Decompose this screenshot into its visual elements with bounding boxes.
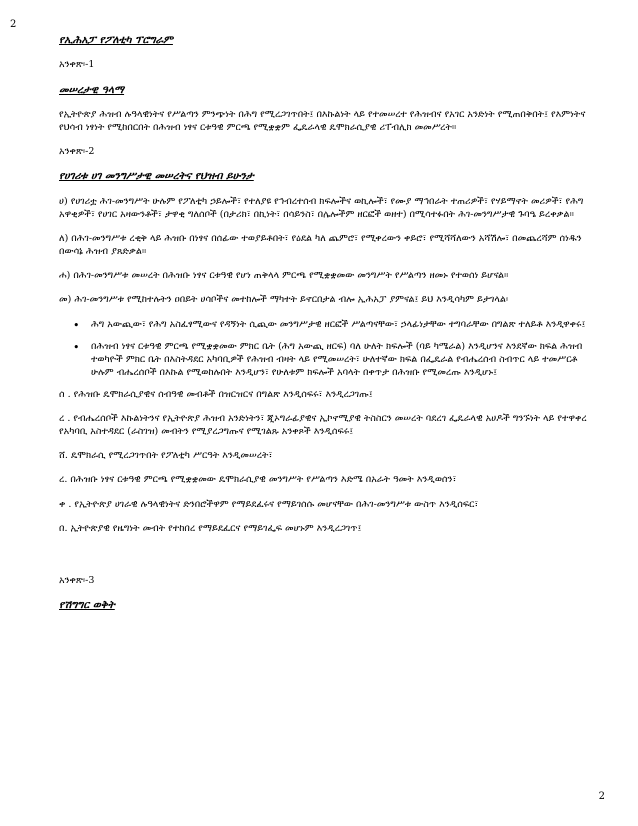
article-1-text: የኢትዮጵያ ሕዝብ ሉዓላዊነትና የሥልጣን ምንጭነት በሕግ የሚረጋገጥበት፤ በእኩልነት ላይ የተመሠረተ የሕዝብና የአገር አንድነት የሚጠበቅበት፤ የእምነትና የህሳብ ነፃነት የሚከበርበት በሕዝብ ነፃና ርቱዓዊ ምርጫ የሚቋቋም ፌዴራላዊ ዴሞክራሲያዊ ሪፐብሊክ መመሥረት። (59, 109, 586, 134)
paragraph-hha: ሐ) በሕገ-መንግሥቱ መሠረት በሕዝቡ ነፃና ርቱዓዊ የሆነ ጠቅላላ ምርጫ የሚቋቋመው መንግሥት የሥልጣን ዘመኑ የተወሰነ ይሆናል። (59, 270, 509, 282)
spacer (59, 546, 589, 574)
clause-be: በ. ኢትዮጵያዊ የዜግነት መብት የተከበረ የማይደፈርና የማይገፌፍ መሆኑም እንዲረጋገጥ፤ (59, 522, 362, 534)
page-number-top: 2 (10, 19, 17, 30)
article-3-heading: የሽግግር ወቅት (59, 598, 115, 611)
document-body (59, 33, 589, 623)
paragraph-ha: ሀ) የሀገሪቷ ሕገ-መንግሥት ሁሉም የፖለቲካ ኃይሎች፣ የተለያዩ የኅብረተሰብ ክፍሎችና ወኪሎች፣ የሙያ ማኅበራት ተጠሪዎች፣ የሃይማኖት መሪዎች፣ የሕግ አዋቂዎች፣ የሀገር አዛውንቶች፣ ታዋቂ ግለሰቦች (በታሪክ፣ በኪነት፣ በሳይንስ፣ በሌሎችም ዘርፎች ወዘተ) በሚሳተፉበት ሕገ-መንግሥታዊ ጉባዔ ይረቀቃል። (59, 195, 584, 220)
clause-re-2: ረ. በሕዝቡ ነፃና ርቱዓዊ ምርጫ የሚቋቋመው ዴሞክራሲያዊ መንግሥት የሥልጣን እድሜ በአራት ዓመት እንዲወሰን፣ (59, 474, 457, 486)
article-1-label: አንቀጽ፡-1 (59, 59, 95, 71)
clause-she: ሸ. ዴሞክራሲ የሚረጋገጥበት የፖለቲካ ሥርዓት እንዲመሠረት፣ (59, 450, 273, 462)
bullet-item: • በሕዝብ ነፃና ርቱዓዊ ምርጫ የሚቋቋመው ምክር ቤት (ሕግ አውጪ ዘርፍ) ባለ ሁለት ክፍሎች (ባይ ካሜራል) እንዲሆንና እንደኛው ክፍል ሕዝብ ተወካዮች ምክር ቤት በእስትዳደር አካባቢዎች የሕዝብ ብዛት ላይ የሚመሠረት፣ ሁለተኛው ክፍል በፌዴራል የብሔረሰብ ስብጥር ላይ ተመሥርቶ ሁሉም ብሔረሰቦች በእኩል የሚወከሉበት እንዲሆን፣ የሁለቱም ክፍሎች አባላት በቀጥታ በሕዝቡ የሚመረጡ እንዲሆኑ፤ (91, 340, 589, 379)
article-2-label: አንቀጽ፡-2 (59, 146, 95, 158)
article-3-label: አንቀጽ፡-3 (59, 574, 95, 586)
clause-re-1: ረ . የብሔረሰቦች እኩልነትንና የኢትዮጵያ ሕዝብ አንድነትን፣ ጂኦግራፊያዊና ኢኮኖሚያዊ ትስስርን መሠረት ባደረገ ፌዴራላዊ አሀዶች ግንኙነት ላይ የተዋቀረ የአካባቢ አስተዳደር (ራስገዝ) መብትን የሚያረጋግጡና የሚገልጹ አንቀጾች እንዲሰፍሩ፤ (59, 413, 587, 438)
article-2-heading: የሀገሪቱ ሀገ መንግሥታዊ መሠረትና የህዝብ ይሁንታ (59, 170, 254, 183)
clause-qe: ቀ . የኢትዮጵያ ሀገራዊ ሉዓላዊነትና ድንበሮችዋም የማይደፈሩና የማይገሰሱ መሆናቸው በሕገ-መንግሥቱ ውስጥ እንዲሰፍር፣ (59, 498, 479, 510)
bullet-list (59, 318, 589, 379)
document-title: የኢሕአፓ የፖለቲካ ፕሮግራም (59, 34, 173, 46)
paragraph-me: መ) ሕገ-መንግሥቱ የሚከተሉትን ዐበይት ሀሳቦችና መተከሎች ማካተት ይኖርበታል ብሎ ኢሕአፓ ያምናል፤ ይህ እንዲሳካም ይታገላል፡ (59, 294, 509, 306)
paragraph-le: ለ) በሕገ-መንግሥቱ ረቂቅ ላይ ሕዝቡ በነፃና በሰፊው ተወያይቶበት፣ የዕደል ካለ ጨምሮ፣ የሚቀረውን ቀይሮ፣ የሚሻሻለውን አሻሽሎ፣ በመጨረሻም ሰነዱን በውሳኔ ሕዝብ ያጸድቃል። (59, 233, 582, 258)
page-number-bottom: 2 (598, 791, 605, 802)
clause-se: ሰ . የሕዝቡ ዴሞክራሲያዊና ሰብዓዊ መብቶች በዝርዝርና በግልጽ እንዲሰፍሩ፣ እንዲረጋገጡ፤ (59, 388, 373, 400)
article-1-heading: መሠረታዊ ዓላማ (59, 83, 125, 96)
bullet-item: • ሕግ አውጪው፣ የሕግ አስፈፃሚውና የዳኝነት ሲጪው መንግሥታዊ ዘርፎች ሥልጣናቸው፣ ኃላፊነታቸው ተግባራቸው በግልጽ ተለይቶ እንዲዋቀሩ፤ (91, 318, 589, 331)
